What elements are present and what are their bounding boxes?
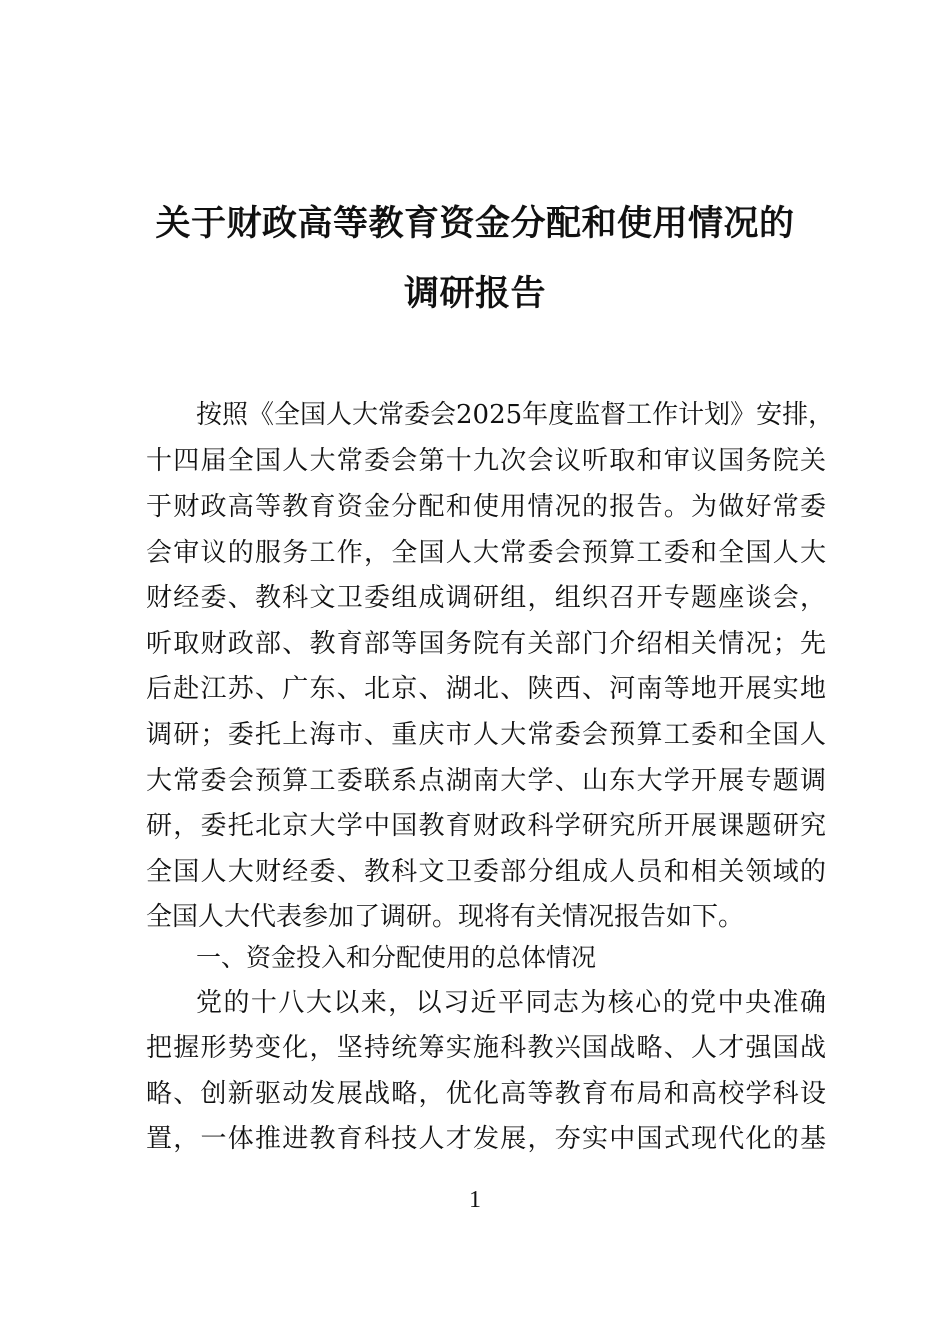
section-heading: 一、资金投入和分配使用的总体情况 xyxy=(196,943,597,972)
page-number: 1 xyxy=(469,1187,481,1213)
text-line: 全国人大财经委、教科文卫委部分组成人员和相关领域的 xyxy=(146,857,826,887)
text-line: 全国人大代表参加了调研。现将有关情况报告如下。 xyxy=(146,902,745,932)
text-line: 听取财政部、教育部等国务院有关部门介绍相关情况；先 xyxy=(146,629,826,659)
text-line: 按照《全国人大常委会2025年度监督工作计划》安排， xyxy=(196,400,835,430)
text-line: 于财政高等教育资金分配和使用情况的报告。为做好常委 xyxy=(146,492,826,522)
text-line: 会审议的服务工作，全国人大常委会预算工委和全国人大 xyxy=(146,538,826,568)
text-line: 把握形势变化，坚持统筹实施科教兴国战略、人才强国战 xyxy=(146,1033,826,1063)
text-line: 十四届全国人大常委会第十九次会议听取和审议国务院关 xyxy=(146,446,826,476)
text-line: 置，一体推进教育科技人才发展，夯实中国式现代化的基 xyxy=(146,1124,826,1154)
text-line: 财经委、教科文卫委组成调研组，组织召开专题座谈会， xyxy=(146,583,826,613)
document-title-line-1: 关于财政高等教育资金分配和使用情况的 xyxy=(155,204,795,244)
text-line: 大常委会预算工委联系点湖南大学、山东大学开展专题调 xyxy=(146,766,826,796)
text-line: 调研；委托上海市、重庆市人大常委会预算工委和全国人 xyxy=(146,720,826,750)
text-line: 研，委托北京大学中国教育财政科学研究所开展课题研究 xyxy=(146,811,826,841)
text-line: 略、创新驱动发展战略，优化高等教育布局和高校学科设 xyxy=(146,1079,826,1109)
text-line: 后赴江苏、广东、北京、湖北、陕西、河南等地开展实地 xyxy=(146,674,826,704)
document-title-line-2: 调研报告 xyxy=(403,274,546,314)
text-line: 党的十八大以来，以习近平同志为核心的党中央准确 xyxy=(196,988,826,1018)
